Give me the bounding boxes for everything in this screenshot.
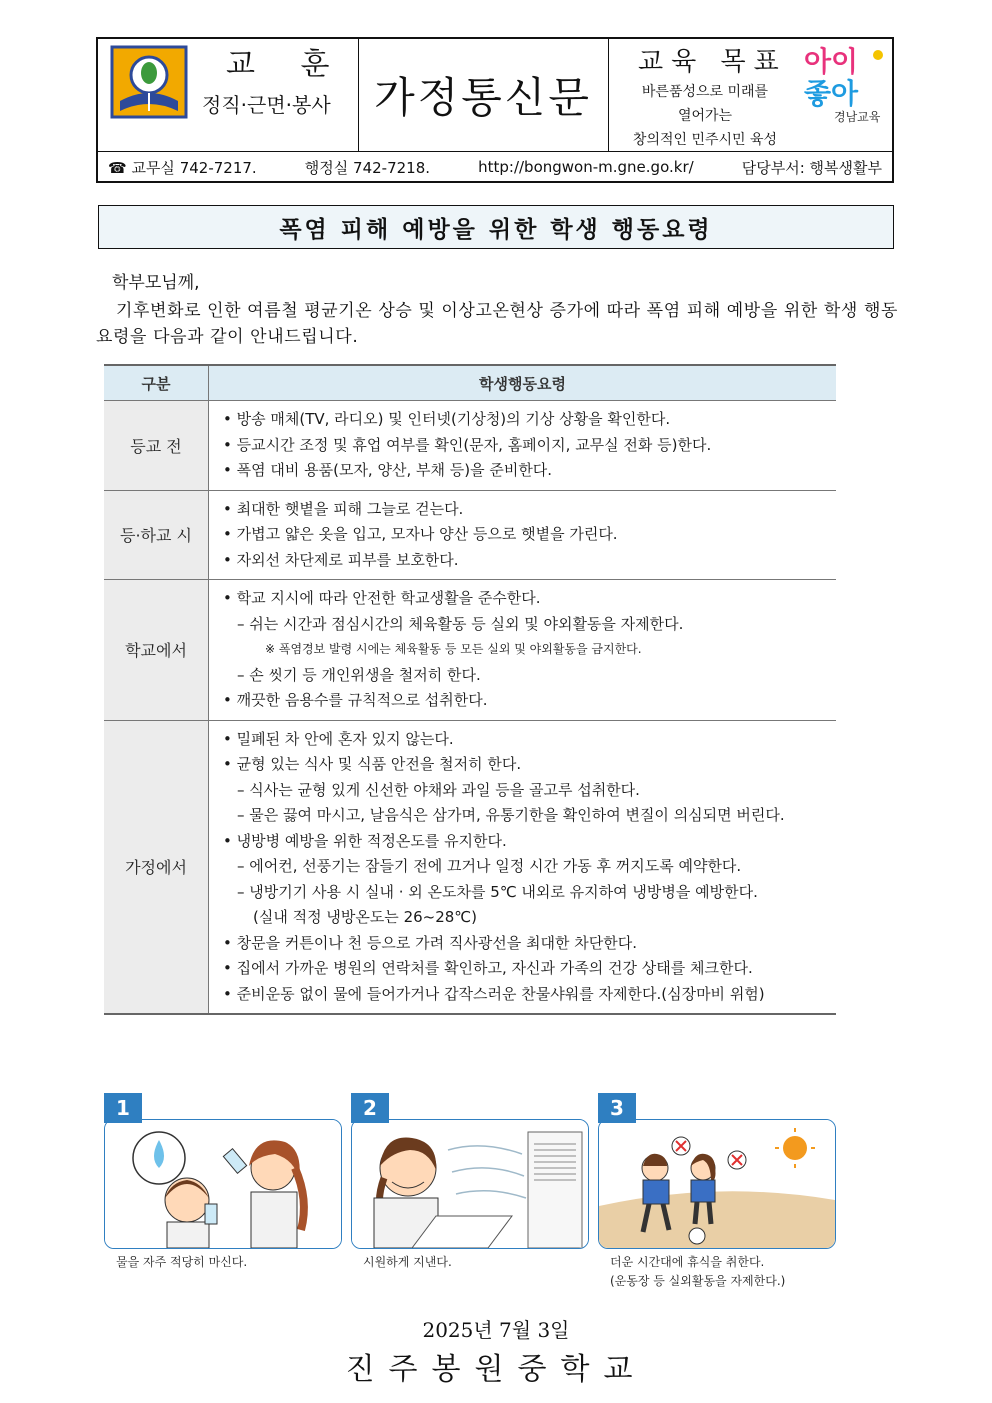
newsletter-header: [96, 37, 894, 183]
guide-item: • 집에서 가까운 병원의 연락처를 확인하고, 자신과 가족의 건강 상태를 체크한다.: [223, 956, 836, 982]
column-header-guide: 학생행동요령: [209, 365, 837, 401]
illustration-number-badge: 2: [351, 1093, 389, 1123]
guide-cell: [209, 401, 837, 491]
goal-line: 창의적인 민주시민 육성: [632, 132, 778, 148]
drinking-water-icon: [105, 1120, 341, 1248]
page-title: 가정통신문: [374, 73, 592, 122]
website-link[interactable]: http://bongwon-m.gne.go.kr/: [478, 158, 694, 176]
illustration-panel-3: [598, 1093, 836, 1249]
guide-subitem: – 쉬는 시간과 점심시간의 체육활동 등 실외 및 야외활동을 자제한다.: [237, 614, 684, 633]
guide-item: • 최대한 햇볕을 피해 그늘로 걷는다.: [223, 497, 836, 523]
admin-phone: 행정실 742-7218.: [304, 158, 431, 177]
guide-item: • 창문을 커튼이나 천 등으로 가려 직사광선을 최대한 차단한다.: [223, 931, 836, 957]
table-row: [104, 401, 836, 491]
office-phone: ☎ 교무실 742-7217.: [108, 158, 257, 177]
guide-item: • 깨끗한 음용수를 규칙적으로 섭취한다.: [223, 688, 836, 714]
motto-title: 교 훈: [226, 47, 348, 82]
column-header-category: 구분: [104, 365, 209, 401]
goal-title: 교육 목표: [638, 47, 787, 77]
gyeongnam-education-logo-icon: [800, 41, 892, 129]
staying-cool-illustration: [351, 1119, 589, 1249]
outdoor-sun-icon: [599, 1120, 835, 1248]
title-cell: [358, 39, 609, 151]
svg-text:좋아: 좋아: [804, 77, 859, 110]
department: 담당부서: 행복생활부: [741, 158, 882, 177]
air-conditioner-icon: [352, 1120, 588, 1248]
goal-line: 바른품성으로 미래를: [641, 84, 769, 100]
header-top-row: [98, 39, 892, 152]
guide-note: ※ 폭염경보 발령 시에는 체육활동 등 모든 실외 및 야외활동을 금지한다.: [265, 642, 642, 656]
school-emblem-icon: [110, 45, 188, 119]
issue-date: 2025년 7월 3일: [422, 1318, 570, 1342]
guide-subitem: (실내 적정 냉방온도는 26~28℃): [253, 908, 478, 926]
illustration-caption: 물을 자주 적당히 마신다.: [116, 1255, 248, 1269]
table-row: [104, 580, 836, 721]
illustration-panel-1: [104, 1093, 342, 1249]
guide-cell: [209, 720, 837, 1014]
contact-bar: [98, 152, 892, 182]
motto-text: 정직·근면·봉사: [202, 93, 331, 117]
guide-subitem: – 손 씻기 등 개인위생을 철저히 한다.: [237, 665, 481, 684]
motto-cell: [98, 39, 359, 151]
category-cell: 등교 전: [104, 401, 209, 491]
illustration-panel-2: [351, 1093, 589, 1249]
table-row: [104, 490, 836, 580]
guide-item: • 폭염 대비 용품(모자, 양산, 부채 등)을 준비한다.: [223, 458, 836, 484]
guide-item: • 냉방병 예방을 위한 적정온도를 유지한다.: [223, 829, 836, 855]
guide-subitem: – 냉방기기 사용 시 실내 · 외 온도차를 5℃ 내외로 유지하여 냉방병을 예방한다.: [237, 882, 758, 901]
greeting: 학부모님께,: [112, 273, 200, 293]
table-header-row: [104, 365, 836, 401]
school-name: 진주봉원중학교: [345, 1352, 647, 1387]
guide-item: • 밀폐된 차 안에 혼자 있지 않는다.: [223, 727, 836, 753]
guide-item: • 자외선 차단제로 피부를 보호한다.: [223, 548, 836, 574]
drinking-water-illustration: [104, 1119, 342, 1249]
guide-subitem: – 에어컨, 선풍기는 잠들기 전에 끄거나 일정 시간 가동 후 꺼지도록 예약한다.: [237, 857, 742, 875]
table-row: [104, 720, 836, 1014]
illustration-caption-note: (운동장 등 실외활동을 자제한다.): [610, 1274, 786, 1288]
svg-text:경남교육: 경남교육: [834, 110, 881, 124]
illustration-caption: 시원하게 지낸다.: [363, 1255, 452, 1269]
illustration-number-badge: 3: [598, 1093, 636, 1123]
guide-item: • 가볍고 얇은 옷을 입고, 모자나 양산 등으로 햇볕을 가린다.: [223, 522, 836, 548]
guide-item: • 등교시간 조정 및 휴업 여부를 확인(문자, 홈페이지, 교무실 전화 등)한다.: [223, 433, 836, 459]
guide-subitem: – 물은 끓여 마시고, 날음식은 삼가며, 유통기한을 확인하여 변질이 의심되면 버린다.: [237, 806, 785, 824]
action-guide-table: [104, 364, 836, 1015]
illustration-number-badge: 1: [104, 1093, 142, 1123]
svg-text:아이: 아이: [804, 45, 859, 78]
guide-subitem: – 식사는 균형 있게 신선한 야채와 과일 등을 골고루 섭취한다.: [237, 780, 640, 799]
category-cell: 학교에서: [104, 580, 209, 721]
category-cell: 가정에서: [104, 720, 209, 1014]
intro-paragraph: 기후변화로 인한 여름철 평균기온 상승 및 이상고온현상 증가에 따라 폭염 피해 예방을 위한 학생 행동 요령을 다음과 같이 안내드립니다.: [96, 301, 898, 347]
guide-item: • 균형 있는 식사 및 식품 안전을 철저히 한다.: [223, 752, 836, 778]
goal-cell: [608, 39, 892, 151]
category-cell: 등·하교 시: [104, 490, 209, 580]
notice-subject: 폭염 피해 예방을 위한 학생 행동요령: [98, 205, 894, 249]
guide-cell: [209, 580, 837, 721]
guide-item: • 준비운동 없이 물에 들어가거나 갑작스러운 찬물샤워를 자제한다.(심장마비 위험): [223, 982, 836, 1008]
guide-item: • 학교 지시에 따라 안전한 학교생활을 준수한다.: [223, 586, 836, 612]
guide-cell: [209, 490, 837, 580]
guide-item: • 방송 매체(TV, 라디오) 및 인터넷(기상청)의 기상 상황을 확인한다.: [223, 407, 836, 433]
illustration-caption: 더운 시간대에 휴식을 취한다.: [610, 1255, 765, 1269]
resting-illustration: [598, 1119, 836, 1249]
goal-line: 열어가는: [677, 108, 733, 124]
